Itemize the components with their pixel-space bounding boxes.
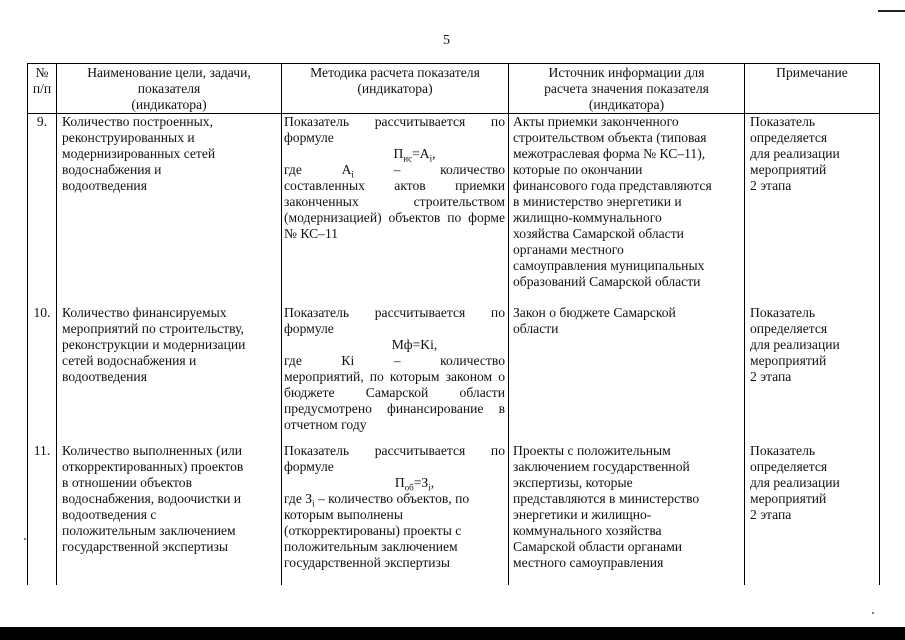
table-row xyxy=(28,114,880,305)
source-line: Самарской области органами xyxy=(513,538,683,554)
note xyxy=(745,305,880,443)
header-note-line: Примечание xyxy=(776,65,848,80)
where-tail: – количество объектов, по xyxy=(314,490,470,506)
name-line: водоснабжения, водоочистки и xyxy=(62,490,242,506)
formula xyxy=(284,475,505,491)
where-symbol-sub: i xyxy=(312,498,315,509)
source-line: строительством объекта (типовая xyxy=(513,130,707,145)
indicator-name xyxy=(57,114,282,305)
name-line: мероприятий по строительству, xyxy=(62,320,244,336)
source-line: межотраслевая форма № КС–11), xyxy=(513,146,706,161)
method-where xyxy=(284,353,505,369)
source-line: Акты приемки законченного xyxy=(513,114,679,129)
where-symbol-main: А xyxy=(341,162,352,177)
name-line: Количество построенных, xyxy=(62,114,213,129)
table-row xyxy=(28,305,880,443)
name-line: водоотведения xyxy=(62,368,147,384)
name-line: Количество финансируемых xyxy=(62,304,227,320)
calculation-method xyxy=(282,305,509,443)
header-num-line: п/п xyxy=(32,81,52,96)
calculation-method xyxy=(282,114,509,305)
note-line: мероприятий xyxy=(750,352,827,368)
source-line: представляются в министерство xyxy=(513,490,700,506)
indicators-table xyxy=(27,63,880,585)
scan-speck xyxy=(24,538,26,540)
formula-end: , xyxy=(430,474,435,490)
note-line: 2 этапа xyxy=(750,368,792,384)
header-source-line: расчета значения показателя xyxy=(544,81,709,96)
formula-right-sub: i xyxy=(429,153,433,164)
page-number: 5 xyxy=(443,33,450,48)
source-line: самоуправления муниципальных xyxy=(513,258,705,273)
where-symbol xyxy=(341,162,354,180)
formula-eq: = xyxy=(413,474,422,490)
note-line: Показатель xyxy=(750,304,816,320)
table-row xyxy=(28,443,880,585)
row-number: 9. xyxy=(28,114,57,305)
method-text: мероприятий, по которым законом о бюджете Самарской области предусмотрено финансирование в отчетном году xyxy=(284,368,505,432)
table-header-row xyxy=(28,64,880,114)
formula-eq: = xyxy=(412,336,421,352)
name-line: модернизированных сетей xyxy=(62,146,216,161)
source-line: области xyxy=(513,320,559,336)
information-source xyxy=(509,114,745,305)
note-line: определяется xyxy=(750,458,828,474)
header-method-line: Методика расчета показателя xyxy=(310,65,480,80)
formula-left-sub: ис xyxy=(403,153,413,164)
formula-left: П xyxy=(394,474,405,490)
header-note xyxy=(745,64,880,114)
name-line: реконструированных и xyxy=(62,130,195,145)
source-line: Проекты с положительным xyxy=(513,442,671,458)
formula-end: , xyxy=(433,336,438,352)
source-line: энергетики и жилищно- xyxy=(513,506,652,522)
formula-right-sub: i xyxy=(428,482,431,493)
where-word: где xyxy=(284,162,302,177)
name-line: сетей водоснабжения и xyxy=(62,352,197,368)
formula-eq: = xyxy=(412,146,420,161)
method-where xyxy=(284,162,505,178)
top-edge-rule xyxy=(878,10,905,12)
formula xyxy=(284,146,505,162)
method-text: составленных актов приемки законченных строительством (модернизацией) объектов по форме № КС–11 xyxy=(284,178,505,241)
where-symbol: Кi xyxy=(341,352,355,368)
scan-speck xyxy=(872,612,874,614)
indicator-name xyxy=(57,443,282,585)
method-line: государственной экспертизы xyxy=(284,554,451,570)
name-line: водоснабжения и xyxy=(62,162,162,177)
name-line: Количество выполненных (или xyxy=(62,442,243,458)
note-line: 2 этапа xyxy=(750,178,792,193)
where-lead: где З xyxy=(284,490,313,506)
source-line: органами местного xyxy=(513,242,624,257)
name-line: водоотведения с xyxy=(62,506,157,522)
note xyxy=(745,114,880,305)
formula xyxy=(284,337,505,353)
header-source-line: (индикатора) xyxy=(588,97,665,112)
information-source xyxy=(509,443,745,585)
method-intro: Показатель рассчитывается по формуле xyxy=(284,442,505,474)
source-line: экспертизы, которые xyxy=(513,474,633,490)
header-method-line: (индикатора) xyxy=(357,81,433,96)
note xyxy=(745,443,880,585)
where-tail: количество xyxy=(440,162,506,177)
note-line: для реализации xyxy=(750,474,840,490)
note-line: мероприятий xyxy=(750,162,827,177)
note-line: определяется xyxy=(750,320,828,336)
method-where xyxy=(284,491,505,507)
header-num-line: № xyxy=(35,65,49,80)
header-num xyxy=(28,64,57,114)
formula-left: Мф xyxy=(391,336,413,352)
method-intro: Показатель рассчитывается по формуле xyxy=(284,304,505,336)
header-name-line: Наименование цели, задачи, xyxy=(87,65,251,80)
source-line: местного самоуправления xyxy=(513,554,664,570)
name-line: водоотведения xyxy=(62,178,147,193)
formula-end: , xyxy=(432,146,436,161)
source-line: которые по окончании xyxy=(513,162,643,177)
header-name-line: показателя xyxy=(137,81,201,96)
method-line: (откорректированы) проекты с xyxy=(284,522,462,538)
where-symbol-sub: i xyxy=(351,169,354,180)
indicator-name xyxy=(57,305,282,443)
where-word: где xyxy=(284,352,302,368)
note-line: определяется xyxy=(750,130,828,145)
source-line: хозяйства Самарской области xyxy=(513,226,684,241)
note-line: Показатель xyxy=(750,442,816,458)
method-line: которым выполнены xyxy=(284,506,403,522)
note-line: для реализации xyxy=(750,336,840,352)
formula-left-sub: об xyxy=(404,482,414,493)
name-line: реконструкции и модернизации xyxy=(62,336,246,352)
name-line: в отношении объектов xyxy=(62,474,193,490)
header-source-line: Источник информации для xyxy=(548,65,705,80)
where-dash: – xyxy=(393,352,401,368)
formula-right: З xyxy=(421,474,429,490)
method-intro: Показатель рассчитывается по формуле xyxy=(284,114,505,145)
row-number: 10. xyxy=(28,305,57,443)
source-line: жилищно-коммунального xyxy=(513,210,662,225)
formula-right: Ki xyxy=(420,336,434,352)
header-name xyxy=(57,64,282,114)
source-line: финансового года представляются xyxy=(513,178,712,193)
note-line: мероприятий xyxy=(750,490,827,506)
source-line: заключением государственной xyxy=(513,458,690,474)
source-line: Закон о бюджете Самарской xyxy=(513,304,676,320)
where-dash: – xyxy=(393,162,401,177)
header-source xyxy=(509,64,745,114)
name-line: положительным заключением xyxy=(62,522,236,538)
name-line: откорректированных) проектов xyxy=(62,458,244,474)
bottom-scan-border xyxy=(0,627,905,640)
source-line: образований Самарской области xyxy=(513,274,701,289)
information-source xyxy=(509,305,745,443)
formula-left: П xyxy=(393,146,404,161)
note-line: 2 этапа xyxy=(750,506,792,522)
row-number: 11. xyxy=(28,443,57,585)
header-name-line: (индикатора) xyxy=(131,97,207,112)
source-line: в министерство энергетики и xyxy=(513,194,682,209)
header-method xyxy=(282,64,509,114)
where-tail: количество xyxy=(440,352,505,368)
calculation-method xyxy=(282,443,509,585)
formula-right: А xyxy=(419,146,430,161)
note-line: для реализации xyxy=(750,146,840,161)
name-line: государственной экспертизы xyxy=(62,538,229,554)
note-line: Показатель xyxy=(750,114,816,129)
method-line: положительным заключением xyxy=(284,538,458,554)
source-line: коммунального хозяйства xyxy=(513,522,662,538)
